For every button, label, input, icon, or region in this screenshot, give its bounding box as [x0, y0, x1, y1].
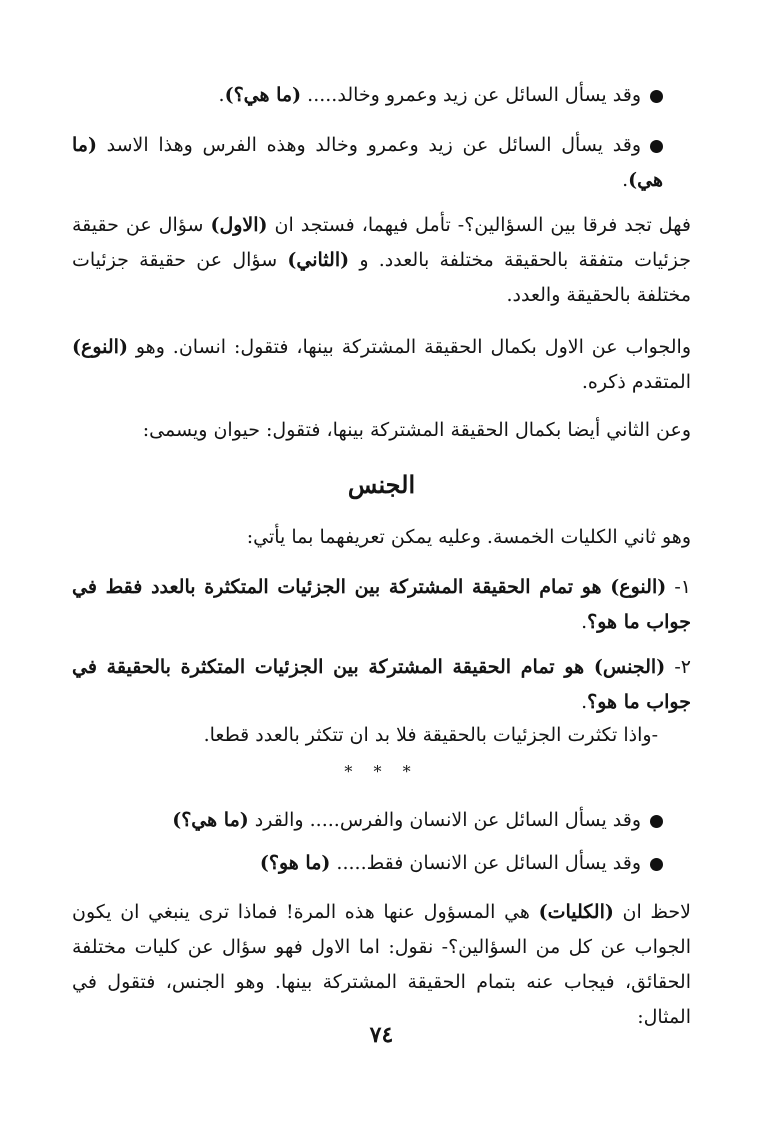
bullet-dot-icon	[650, 140, 663, 153]
paragraph-answer-first: والجواب عن الاول بكمال الحقيقة المشتركة بينها، فتقول: انسان. وهو (النوع) المتقدم ذكره.	[72, 336, 691, 393]
bullet-item-4: وقد يسأل السائل عن الانسان فقط..... (ما هو؟)	[72, 846, 663, 881]
bullet-dot-icon	[650, 90, 663, 103]
bullet-item-2: وقد يسأل السائل عن زيد وعمرو وخالد وهذه الفرس وهذا الاسد (ما هي).	[72, 134, 663, 191]
paragraph-intro: وهو ثاني الكليات الخمسة. وعليه يمكن تعريفهما بما يأتي:	[246, 526, 691, 548]
paragraph-universals: لاحظ ان (الكليات) هي المسؤول عنها هذه المرة! فماذا ترى ينبغي ان يكون الجواب عن كل من السؤالين؟- نقول: اما الاول فهو سؤال عن كليات مختلفة الحقائق، فيجاب عنه بتمام الحقيقة المشتركة بينها. وهو الجنس، فتقول في المثال:	[72, 901, 691, 1028]
definition-2: ٢- (الجنس) هو تمام الحقيقة المشتركة بين الجزئيات المتكثرة بالحقيقة في جواب ما هو؟.	[72, 656, 691, 713]
page-number: ٧٤	[369, 1022, 394, 1048]
bullet-item-1: وقد يسأل السائل عن زيد وعمرو وخالد..... (ما هي؟).	[72, 78, 663, 113]
paragraph-comparison: فهل تجد فرقا بين السؤالين؟- تأمل فيهما، فستجد ان (الاول) سؤال عن حقيقة جزئيات متفقة بالحقيقة مختلفة بالعدد. و (الثاني) سؤال عن حقيقة جزئيات مختلفة بالحقيقة والعدد.	[72, 214, 692, 306]
paragraph-answer-second: وعن الثاني أيضا بكمال الحقيقة المشتركة بينها، فتقول: حيوان ويسمى:	[142, 419, 691, 441]
note-line: -واذا تكثرت الجزئيات بالحقيقة فلا بد ان تتكثر بالعدد قطعا.	[203, 724, 658, 746]
definition-1: ١- (النوع) هو تمام الحقيقة المشتركة بين الجزئيات المتكثرة بالعدد فقط في جواب ما هو؟.	[72, 576, 691, 633]
section-separator: * * *	[344, 762, 419, 781]
bullet-dot-icon	[650, 858, 663, 871]
bullet-item-3: وقد يسأل السائل عن الانسان والفرس..... والقرد (ما هي؟)	[72, 803, 663, 838]
section-heading: الجنس	[347, 470, 416, 499]
bullet-dot-icon	[650, 815, 663, 828]
